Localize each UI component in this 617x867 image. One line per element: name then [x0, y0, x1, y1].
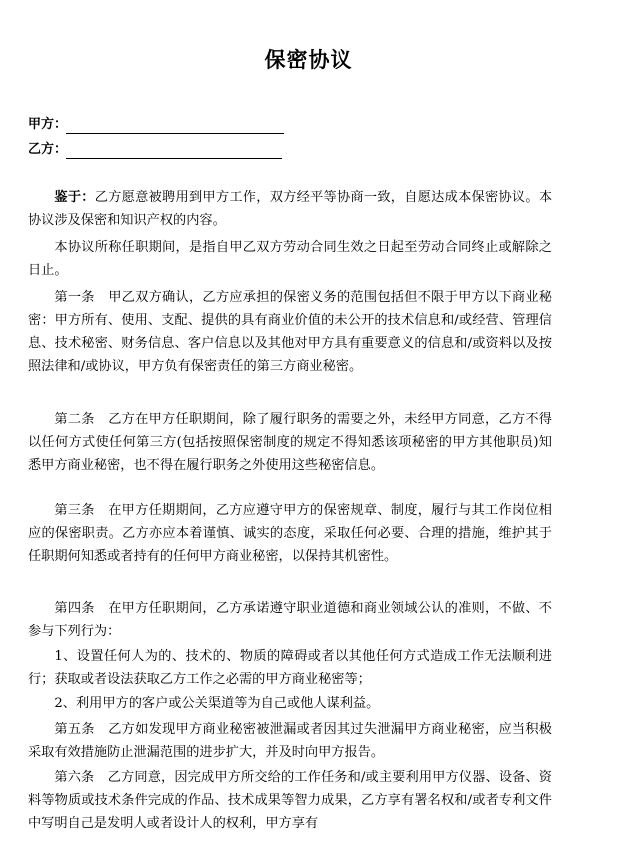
- paragraph-article-3: 第三条 在甲方任期期间，乙方应遵守甲方的保密规章、制度，履行与其工作岗位相应的保密职责。乙方亦应本着谨慎、诚实的态度，采取任何必要、合理的措施，维护其于任职期何知悉或者持有的任何甲方商业秘密，以保持其机密性。: [28, 503, 552, 564]
- paragraph-item-2: 2、利用甲方的客户或公关渠道等为自己或他人谋利益。: [54, 696, 380, 711]
- party-a-blank-line: [66, 133, 284, 134]
- whereas-paragraph: [28, 186, 552, 232]
- paragraph-article-2: 第二条 乙方在甲方任职期间，除了履行职务的需要之外，未经甲方同意，乙方不得以任何方式使任何第三方(包括按照保密制度的规定不得知悉该项秘密的甲方其他职员)知悉甲方商业秘密，也不得在履行职务之外使用这些秘密信息。: [28, 412, 552, 473]
- paragraph-term-definition: 本协议所称任职期间，是指自甲乙双方劳动合同生效之日起至劳动合同终止或解除之日止。: [28, 240, 552, 278]
- party-b-field: [28, 141, 67, 159]
- party-b-label: 乙方：: [28, 142, 68, 157]
- paragraph-item-1: 1、设置任何人为的、技术的、物质的障碍或者以其他任何方式造成工作无法顺利进行；获取或者设法获取乙方工作之必需的甲方商业秘密等；: [28, 649, 552, 687]
- whereas-label: 鉴于：: [54, 190, 95, 205]
- party-a-label: 甲方：: [28, 117, 68, 132]
- paragraph-article-4: 第四条 在甲方任职期间，乙方承诺遵守职业道德和商业领域公认的准则，不做、不参与下列行为：: [28, 601, 552, 639]
- paragraph-article-1: 第一条 甲乙双方确认，乙方应承担的保密义务的范围包括但不限于甲方以下商业秘密：甲方所有、使用、支配、提供的具有商业价值的未公开的技术信息和/或经营、管理信息、技术秘密、财务信息、客户信息以及其他对甲方具有重要意义的信息和/或资料以及按照法律和/或协议，甲方负有保密责任的第三方商业秘密。: [28, 290, 552, 374]
- whereas-text: 乙方愿意被聘用到甲方工作，双方经平等协商一致，自愿达成本保密协议。本协议涉及保密和知识产权的内容。: [28, 190, 553, 228]
- paragraph-article-6: 第六条 乙方同意，因完成甲方所交给的工作任务和/或主要利用甲方仪器、设备、资料等物质或技术条件完成的作品、技术成果等智力成果，乙方享有署名权和/或者专利文件中写明自己是发明人或者设计人的权利，甲方享有: [28, 770, 552, 831]
- party-b-blank-line: [66, 158, 282, 159]
- paragraph-article-5: 第五条 乙方如发现甲方商业秘密被泄漏或者因其过失泄漏甲方商业秘密，应当积极采取有效措施防止泄漏范围的进步扩大，并及时向甲方报告。: [28, 722, 552, 760]
- party-a-field: [28, 116, 67, 134]
- document-title: 保密协议: [264, 48, 353, 72]
